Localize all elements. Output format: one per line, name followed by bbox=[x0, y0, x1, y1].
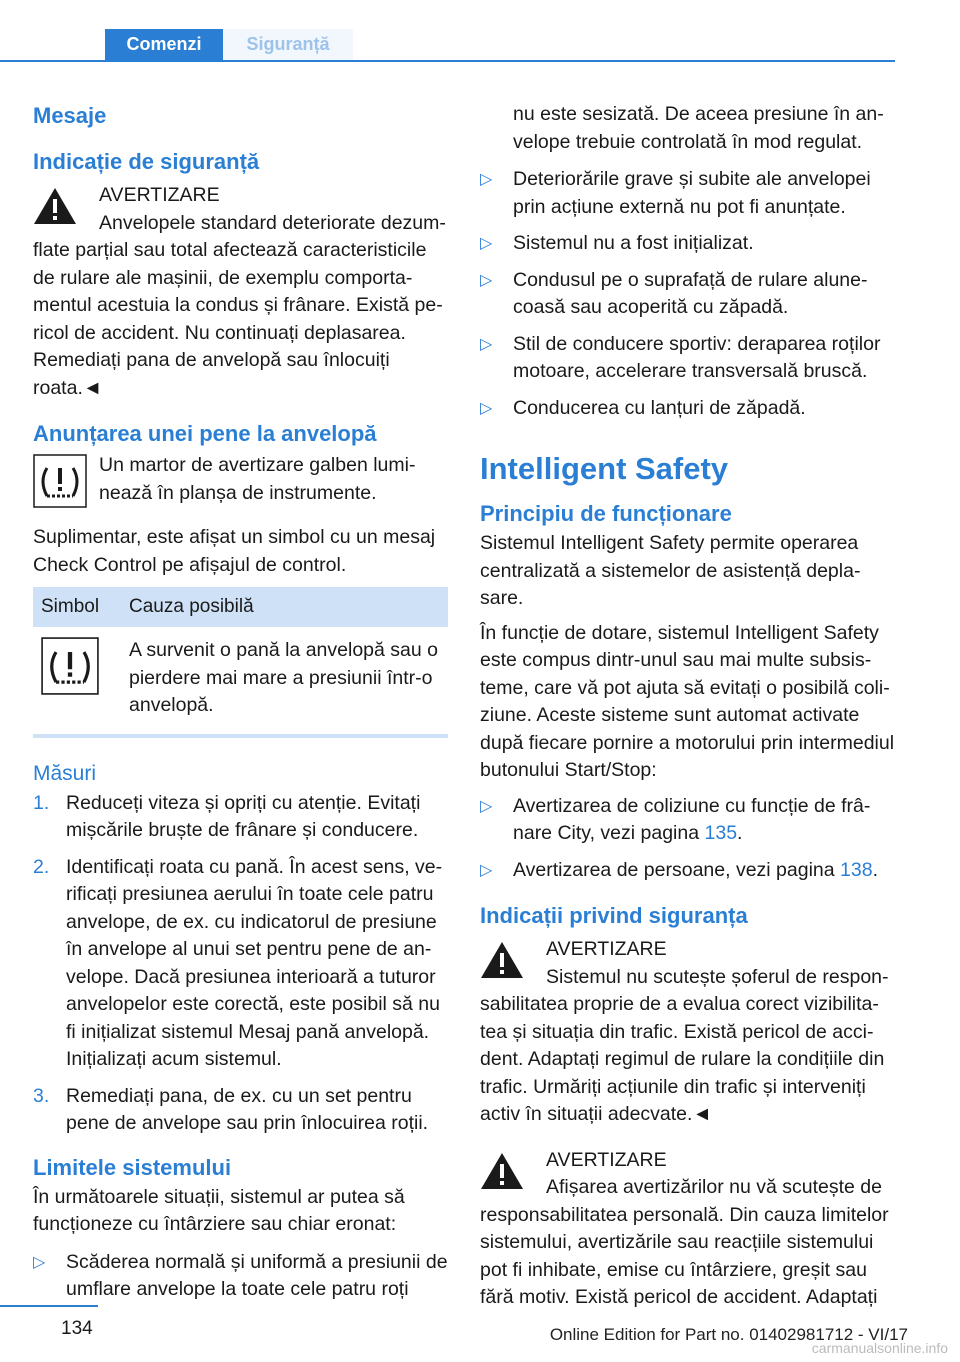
tire-pressure-warning-icon bbox=[33, 454, 87, 508]
warning-title: AVERTIZARE bbox=[99, 184, 220, 206]
watermark: carmanualsonline.info bbox=[811, 1340, 948, 1356]
header-tabs bbox=[0, 29, 895, 62]
page-number: 134 bbox=[61, 1318, 93, 1339]
list-item: ▷ Avertizarea de coliziune cu funcție de frânare City, vezi pagina 135. bbox=[480, 794, 871, 844]
heading-safety-notes: Indicații privind siguranța bbox=[480, 903, 748, 928]
warning-text: Afișarea avertizărilor nu vă scutește de responsabilitatea personală. Din cauza limitelor sistemului, avertizările sau reacțiile sistemului pot fi inhibate, emise cu întârziere, greșit sau fără motiv. Există pericol de accident. Adaptați bbox=[480, 1176, 889, 1308]
list-item bbox=[480, 166, 895, 221]
warning-triangle-icon bbox=[33, 184, 77, 228]
bullet-triangle-icon: ▷ bbox=[480, 235, 493, 252]
continuation-text: nu este sesizată. De aceea presiune în anvelope trebuie controlată în mod regulat. bbox=[513, 103, 884, 153]
heading-intelligent-safety: Intelligent Safety bbox=[480, 451, 729, 486]
principle-text-1: Sistemul Intelligent Safety permite operarea centralizată a sistemelor de asistență deplasare. bbox=[480, 532, 861, 609]
step-text: Identificați roata cu pană. În acest sens, verificați presiunea aerului în toate cele patru anvelope, de ex. cu indicatorul de presiune în anvelope al unui set pentru pene de anvelope. Dacă presiunea interioară a tuturor anvelopelor este corectă, este posibil să nu fi inițializat sistemul Mesaj pană anvelopă. Inițializați acum sistemul. bbox=[66, 855, 443, 1070]
heading-safety-note: Indicație de siguranță bbox=[33, 149, 260, 174]
list-item-text: Conducerea cu lanțuri de zăpadă. bbox=[513, 396, 806, 419]
limits-intro: În următoarele situații, sistemul ar putea să funcționeze cu întârziere sau chiar eronat: bbox=[33, 1185, 405, 1235]
bullet-triangle-icon: ▷ bbox=[480, 271, 493, 289]
tab-siguranta[interactable]: Siguranță bbox=[223, 29, 353, 60]
list-item bbox=[33, 854, 448, 1074]
announce-block bbox=[33, 452, 448, 514]
step-number: 1. bbox=[33, 791, 50, 814]
principle-text-2: În funcție de dotare, sistemul Intelligent Safety este compus dintr-unul sau mai multe subsisteme, care vă pot ajuta să evitați o posibilă coliziune. Aceste sisteme sunt automat activate după fiecare pornire a motorului prin intermediul butonului Start/Stop: bbox=[480, 621, 895, 781]
list-item-text: Condusul pe o suprafață de rulare alunecoasă sau acoperită cu zăpadă. bbox=[513, 268, 868, 318]
table-cell-cause: A survenit o pană la anvelopă sau o pierdere mai mare a presiunii într-o anvelopă. bbox=[129, 639, 438, 716]
table-header-cause: Cauza posibilă bbox=[121, 587, 448, 627]
step-number: 3. bbox=[33, 1084, 50, 1107]
bullet-triangle-icon: ▷ bbox=[33, 1253, 46, 1271]
subsystems-list bbox=[480, 793, 895, 885]
list-item bbox=[480, 267, 895, 322]
list-item bbox=[480, 230, 895, 258]
bullet-triangle-icon: ▷ bbox=[480, 399, 493, 417]
bullet-triangle-icon: ▷ bbox=[480, 335, 493, 353]
list-item-text: Avertizarea de coliziune cu funcție de frânare City, vezi pagina bbox=[513, 794, 871, 844]
list-item bbox=[480, 331, 895, 386]
bullet-triangle-icon: ▷ bbox=[480, 861, 493, 879]
warning-block-3 bbox=[480, 1147, 895, 1312]
heading-mesaje: Mesaje bbox=[33, 103, 107, 128]
list-item bbox=[33, 1083, 448, 1138]
list-item-text: Avertizarea de persoane, vezi pagina bbox=[513, 858, 835, 881]
heading-principle: Principiu de funcționare bbox=[480, 501, 732, 526]
list-item-text: Stil de conducere sportiv: deraparea roților motoare, accelerare transversală bruscă. bbox=[513, 332, 881, 382]
bullet-triangle-icon: ▷ bbox=[480, 171, 493, 188]
list-item bbox=[480, 395, 895, 423]
warning-title: AVERTIZARE bbox=[546, 938, 667, 960]
heading-announce: Anunțarea unei pene la anvelopă bbox=[33, 421, 377, 446]
list-item: ▷ Avertizarea de persoane, vezi pagina 138. bbox=[480, 857, 895, 885]
list-item bbox=[33, 1249, 448, 1304]
list-item-text: Deteriorările grave și subite ale anvelopei prin acțiune externă nu pot fi anunțate. bbox=[513, 168, 871, 218]
warning-text: Anvelopele standard deteriorate dezumflate parțial sau total afectează caracteristicile de rulare ale mașinii, de exemplu comportamentul acestuia la condus și frânare. Există pericol de accident. Nu continuați deplasarea. Remediați pana de anvelopă sau înlocuiți roata.◄ bbox=[33, 211, 446, 399]
edition-footer: Online Edition for Part no. 01402981712 - VI/17 bbox=[549, 1325, 908, 1344]
step-text: Remediați pana, de ex. cu un set pentru pene de anvelope sau prin înlocuirea roții. bbox=[66, 1084, 429, 1134]
warning-triangle-icon bbox=[480, 938, 524, 982]
page-link-135[interactable]: 135 bbox=[704, 822, 738, 844]
step-number: 2. bbox=[33, 855, 50, 878]
table-bottom-rule bbox=[33, 734, 448, 738]
warning-title: AVERTIZARE bbox=[546, 1148, 667, 1171]
right-column bbox=[480, 101, 895, 1312]
bullet-triangle-icon: ▷ bbox=[480, 797, 493, 815]
warning-block-1 bbox=[33, 182, 448, 402]
limits-list-right bbox=[480, 166, 895, 422]
table-row bbox=[33, 627, 448, 720]
page-link-138[interactable]: 138 bbox=[840, 858, 873, 881]
check-control-text: Suplimentar, este afișat un simbol cu un mesaj Check Control pe afișajul de control. bbox=[33, 526, 436, 576]
left-column bbox=[33, 96, 448, 1313]
table-header-symbol: Simbol bbox=[33, 587, 121, 627]
table-cell-symbol bbox=[33, 627, 121, 720]
heading-masuri: Măsuri bbox=[33, 761, 97, 785]
symbol-table bbox=[33, 587, 448, 720]
list-item-text: Scăderea normală și uniformă a presiunii de umflare anvelope la toate cele patru roți bbox=[66, 1250, 448, 1300]
step-text: Reduceți viteza și opriți cu atenție. Evitați mișcările bruște de frânare și conducere. bbox=[66, 791, 421, 841]
header-rule bbox=[0, 60, 895, 62]
limits-list-left bbox=[33, 1249, 448, 1304]
warning-text: Sistemul nu scutește șoferul de responsabilitatea proprie de a evalua corect vizibilitatea și situația din trafic. Există pericol de accident. Adaptați regimul de rulare la condițiile din trafic. Urmăriți acțiunile din trafic și interveniți activ în situații adecvate.◄ bbox=[480, 965, 889, 1125]
page-number-rule bbox=[0, 1305, 98, 1307]
tab-comenzi[interactable]: Comenzi bbox=[105, 29, 223, 60]
tire-pressure-warning-icon bbox=[41, 637, 99, 695]
announce-text: Un martor de avertizare galben luminează în planșa de instrumente. bbox=[99, 454, 416, 504]
warning-block-2 bbox=[480, 936, 895, 1129]
list-item bbox=[33, 790, 448, 845]
heading-limits: Limitele sistemului bbox=[33, 1154, 232, 1180]
list-item-text: Sistemul nu a fost inițializat. bbox=[513, 232, 754, 254]
steps-list bbox=[33, 790, 448, 1138]
warning-triangle-icon bbox=[480, 1149, 524, 1193]
